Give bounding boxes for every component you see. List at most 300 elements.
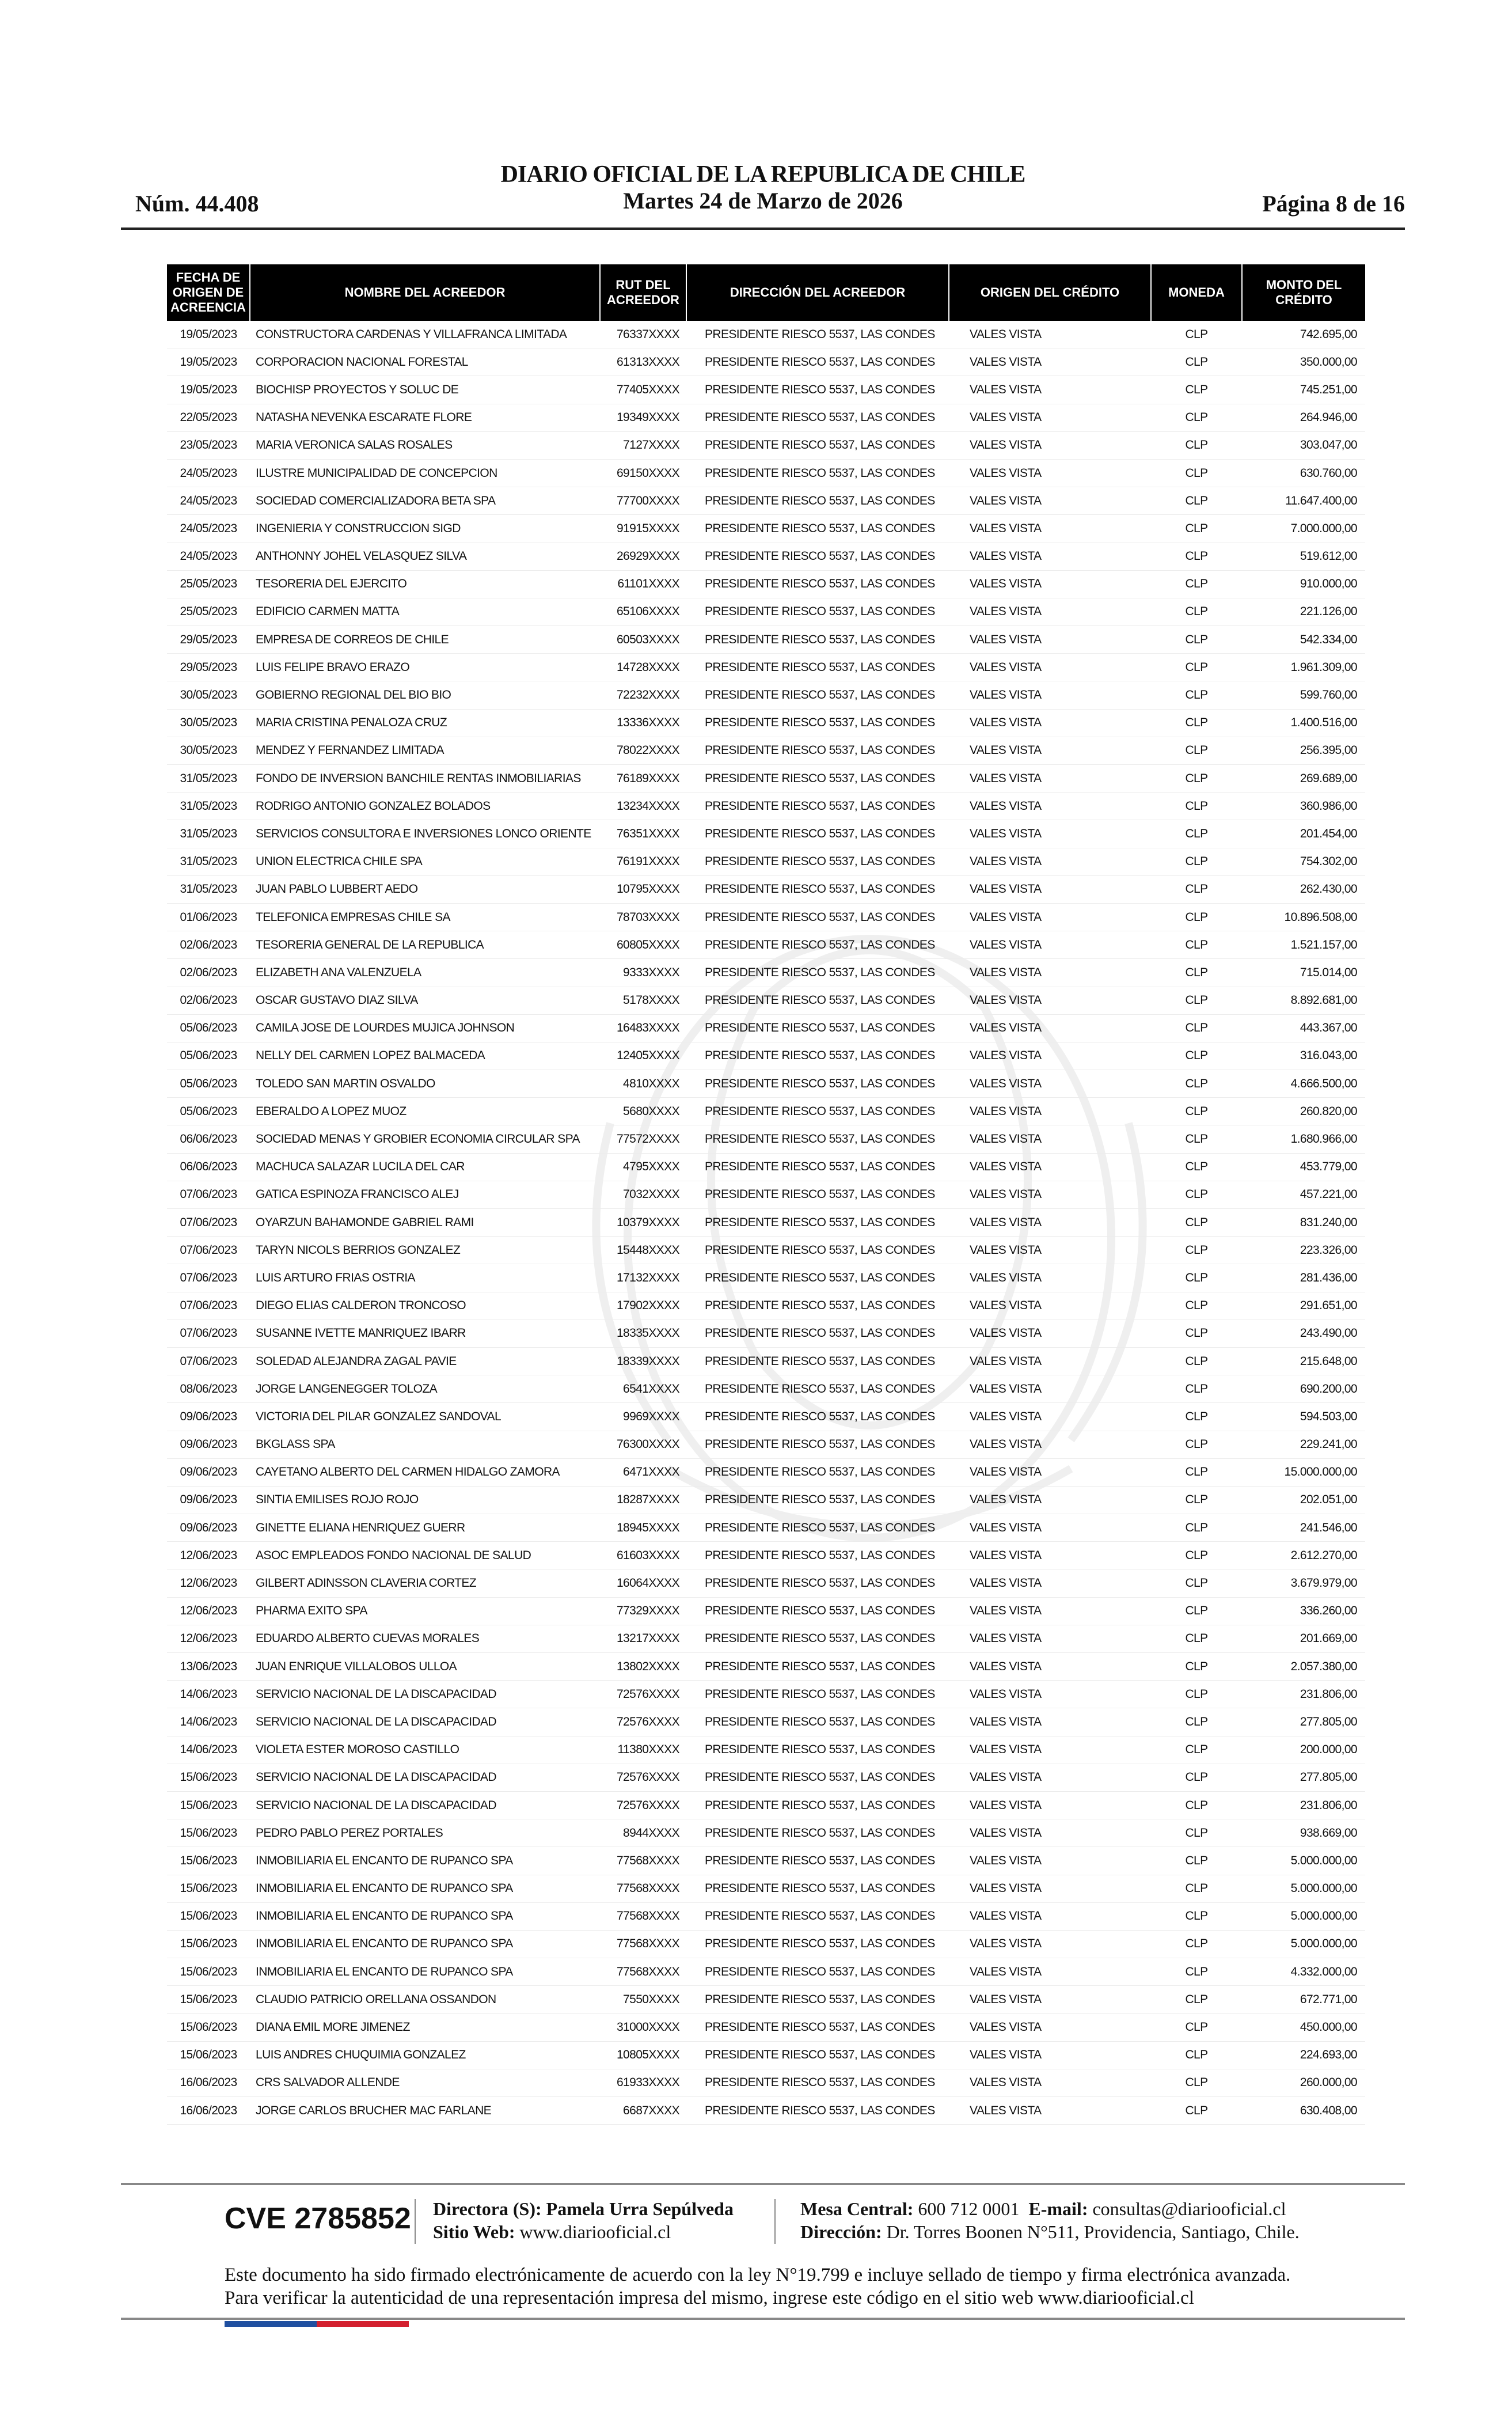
monto-cell: 350.000,00 <box>1242 348 1365 376</box>
nombre-cell: CAYETANO ALBERTO DEL CARMEN HIDALGO ZAMORA <box>250 1458 600 1486</box>
table-row <box>167 1181 1365 1208</box>
header-divider <box>121 228 1405 230</box>
monto-cell: 11.647.400,00 <box>1242 487 1365 515</box>
origen-cell: VALES VISTA <box>949 2014 1151 2041</box>
fecha-cell: 29/05/2023 <box>167 626 250 654</box>
rut-cell: 26929XXXX <box>600 543 686 570</box>
moneda-cell: CLP <box>1151 959 1242 987</box>
monto-cell: 5.000.000,00 <box>1242 1875 1365 1902</box>
direccion-cell: PRESIDENTE RIESCO 5537, LAS CONDES <box>686 487 949 515</box>
fecha-cell: 02/06/2023 <box>167 959 250 987</box>
table-row <box>167 1431 1365 1458</box>
fecha-cell: 07/06/2023 <box>167 1181 250 1208</box>
fecha-cell: 05/06/2023 <box>167 1098 250 1125</box>
monto-cell: 754.302,00 <box>1242 848 1365 875</box>
fecha-cell: 19/05/2023 <box>167 321 250 348</box>
nombre-cell: NELLY DEL CARMEN LOPEZ BALMACEDA <box>250 1042 600 1070</box>
nombre-cell: CONSTRUCTORA CARDENAS Y VILLAFRANCA LIMITADA <box>250 321 600 348</box>
footer-divider-top <box>121 2183 1405 2185</box>
table-row <box>167 570 1365 598</box>
table-row <box>167 654 1365 681</box>
direccion-cell: PRESIDENTE RIESCO 5537, LAS CONDES <box>686 848 949 875</box>
direccion-cell: PRESIDENTE RIESCO 5537, LAS CONDES <box>686 820 949 848</box>
fecha-cell: 12/06/2023 <box>167 1542 250 1569</box>
origen-cell: VALES VISTA <box>949 1653 1151 1681</box>
rut-cell: 76337XXXX <box>600 321 686 348</box>
table-row <box>167 598 1365 625</box>
nombre-cell: INMOBILIARIA EL ENCANTO DE RUPANCO SPA <box>250 1930 600 1958</box>
moneda-cell: CLP <box>1151 1431 1242 1458</box>
direccion-cell: PRESIDENTE RIESCO 5537, LAS CONDES <box>686 1070 949 1098</box>
rut-cell: 76189XXXX <box>600 765 686 793</box>
direccion-cell: PRESIDENTE RIESCO 5537, LAS CONDES <box>686 903 949 931</box>
moneda-cell: CLP <box>1151 1819 1242 1847</box>
direccion-cell: PRESIDENTE RIESCO 5537, LAS CONDES <box>686 1320 949 1347</box>
nombre-cell: INMOBILIARIA EL ENCANTO DE RUPANCO SPA <box>250 1847 600 1875</box>
table-row <box>167 737 1365 764</box>
fecha-cell: 24/05/2023 <box>167 543 250 570</box>
origen-cell: VALES VISTA <box>949 1237 1151 1264</box>
website-link[interactable]: www.diariooficial.cl <box>519 2221 671 2242</box>
monto-cell: 1.680.966,00 <box>1242 1125 1365 1153</box>
fecha-cell: 31/05/2023 <box>167 765 250 793</box>
direccion-cell: PRESIDENTE RIESCO 5537, LAS CONDES <box>686 654 949 681</box>
moneda-cell: CLP <box>1151 1153 1242 1181</box>
origen-cell: VALES VISTA <box>949 820 1151 848</box>
nombre-cell: SERVICIO NACIONAL DE LA DISCAPACIDAD <box>250 1708 600 1736</box>
moneda-cell: CLP <box>1151 1930 1242 1958</box>
fecha-cell: 12/06/2023 <box>167 1625 250 1652</box>
table-row <box>167 765 1365 793</box>
nombre-cell: TESORERIA DEL EJERCITO <box>250 570 600 598</box>
rut-cell: 77405XXXX <box>600 376 686 404</box>
direccion-cell: PRESIDENTE RIESCO 5537, LAS CONDES <box>686 1681 949 1708</box>
fecha-cell: 05/06/2023 <box>167 1070 250 1098</box>
moneda-cell: CLP <box>1151 1542 1242 1569</box>
monto-cell: 5.000.000,00 <box>1242 1902 1365 1930</box>
table-row <box>167 1764 1365 1791</box>
table-row <box>167 1514 1365 1542</box>
origen-cell: VALES VISTA <box>949 2069 1151 2096</box>
moneda-cell: CLP <box>1151 1181 1242 1208</box>
origen-cell: VALES VISTA <box>949 1681 1151 1708</box>
nombre-cell: MACHUCA SALAZAR LUCILA DEL CAR <box>250 1153 600 1181</box>
rut-cell: 72576XXXX <box>600 1708 686 1736</box>
table-row <box>167 1347 1365 1375</box>
nombre-cell: INMOBILIARIA EL ENCANTO DE RUPANCO SPA <box>250 1902 600 1930</box>
fecha-cell: 05/06/2023 <box>167 1042 250 1070</box>
rut-cell: 77568XXXX <box>600 1930 686 1958</box>
origen-cell: VALES VISTA <box>949 1486 1151 1514</box>
origen-cell: VALES VISTA <box>949 1819 1151 1847</box>
moneda-cell: CLP <box>1151 875 1242 903</box>
table-row <box>167 1930 1365 1958</box>
nombre-cell: ILUSTRE MUNICIPALIDAD DE CONCEPCION <box>250 459 600 487</box>
table-row <box>167 1986 1365 2014</box>
nombre-cell: OSCAR GUSTAVO DIAZ SILVA <box>250 987 600 1014</box>
table-row <box>167 321 1365 348</box>
moneda-cell: CLP <box>1151 793 1242 820</box>
table-row <box>167 1847 1365 1875</box>
nombre-cell: DIEGO ELIAS CALDERON TRONCOSO <box>250 1292 600 1320</box>
origen-cell: VALES VISTA <box>949 543 1151 570</box>
nombre-cell: JORGE LANGENEGGER TOLOZA <box>250 1375 600 1403</box>
table-row <box>167 1070 1365 1098</box>
origen-cell: VALES VISTA <box>949 1098 1151 1125</box>
fecha-cell: 09/06/2023 <box>167 1486 250 1514</box>
rut-cell: 15448XXXX <box>600 1237 686 1264</box>
rut-cell: 19349XXXX <box>600 404 686 431</box>
table-row <box>167 1458 1365 1486</box>
rut-cell: 76351XXXX <box>600 820 686 848</box>
direccion-cell: PRESIDENTE RIESCO 5537, LAS CONDES <box>686 1653 949 1681</box>
fecha-cell: 07/06/2023 <box>167 1209 250 1237</box>
table-row <box>167 1264 1365 1292</box>
moneda-cell: CLP <box>1151 570 1242 598</box>
monto-cell: 221.126,00 <box>1242 598 1365 625</box>
monto-cell: 229.241,00 <box>1242 1431 1365 1458</box>
table-row <box>167 875 1365 903</box>
nombre-cell: BIOCHISP PROYECTOS Y SOLUC DE <box>250 376 600 404</box>
nombre-cell: EBERALDO A LOPEZ MUOZ <box>250 1098 600 1125</box>
table-row <box>167 681 1365 709</box>
nombre-cell: CORPORACION NACIONAL FORESTAL <box>250 348 600 376</box>
table-row <box>167 1542 1365 1569</box>
monto-cell: 336.260,00 <box>1242 1597 1365 1625</box>
monto-cell: 256.395,00 <box>1242 737 1365 764</box>
monto-cell: 2.057.380,00 <box>1242 1653 1365 1681</box>
fecha-cell: 30/05/2023 <box>167 681 250 709</box>
fecha-cell: 06/06/2023 <box>167 1153 250 1181</box>
direccion-cell: PRESIDENTE RIESCO 5537, LAS CONDES <box>686 1264 949 1292</box>
direccion-cell: PRESIDENTE RIESCO 5537, LAS CONDES <box>686 570 949 598</box>
monto-cell: 202.051,00 <box>1242 1486 1365 1514</box>
nombre-cell: EMPRESA DE CORREOS DE CHILE <box>250 626 600 654</box>
nombre-cell: FONDO DE INVERSION BANCHILE RENTAS INMOBILIARIAS <box>250 765 600 793</box>
origen-cell: VALES VISTA <box>949 404 1151 431</box>
signature-note: Este documento ha sido firmado electrónicamente de acuerdo con la ley N°19.799 e incluye sellado de tiempo y firma electrónica avanzada. Para verificar la autenticidad de una representación impresa del mismo, ingrese este código en el sitio web www.diariooficial.cl <box>225 2265 1291 2308</box>
nombre-cell: GINETTE ELIANA HENRIQUEZ GUERR <box>250 1514 600 1542</box>
origen-cell: VALES VISTA <box>949 903 1151 931</box>
rut-cell: 77700XXXX <box>600 487 686 515</box>
creditors-table-container <box>167 264 1365 2125</box>
fecha-cell: 16/06/2023 <box>167 2097 250 2125</box>
moneda-cell: CLP <box>1151 1209 1242 1237</box>
table-row <box>167 709 1365 737</box>
origen-cell: VALES VISTA <box>949 987 1151 1014</box>
direccion-cell: PRESIDENTE RIESCO 5537, LAS CONDES <box>686 1791 949 1819</box>
direccion-cell: PRESIDENTE RIESCO 5537, LAS CONDES <box>686 2041 949 2069</box>
table-row <box>167 1209 1365 1237</box>
origen-cell: VALES VISTA <box>949 348 1151 376</box>
origen-cell: VALES VISTA <box>949 1625 1151 1652</box>
email-link[interactable]: consultas@diariooficial.cl <box>1092 2198 1286 2219</box>
monto-cell: 443.367,00 <box>1242 1014 1365 1042</box>
monto-cell: 201.669,00 <box>1242 1625 1365 1652</box>
moneda-cell: CLP <box>1151 1653 1242 1681</box>
fecha-cell: 15/06/2023 <box>167 2014 250 2041</box>
monto-cell: 450.000,00 <box>1242 2014 1365 2041</box>
rut-cell: 72576XXXX <box>600 1764 686 1791</box>
nombre-cell: SINTIA EMILISES ROJO ROJO <box>250 1486 600 1514</box>
rut-cell: 60805XXXX <box>600 931 686 959</box>
monto-cell: 1.961.309,00 <box>1242 654 1365 681</box>
rut-cell: 91915XXXX <box>600 515 686 543</box>
fecha-cell: 15/06/2023 <box>167 1902 250 1930</box>
header-moneda: MONEDA <box>1151 264 1242 321</box>
moneda-cell: CLP <box>1151 321 1242 348</box>
origen-cell: VALES VISTA <box>949 1209 1151 1237</box>
origen-cell: VALES VISTA <box>949 1902 1151 1930</box>
monto-cell: 7.000.000,00 <box>1242 515 1365 543</box>
origen-cell: VALES VISTA <box>949 1153 1151 1181</box>
moneda-cell: CLP <box>1151 1403 1242 1431</box>
direccion-cell: PRESIDENTE RIESCO 5537, LAS CONDES <box>686 959 949 987</box>
origen-cell: VALES VISTA <box>949 931 1151 959</box>
fecha-cell: 15/06/2023 <box>167 2041 250 2069</box>
nombre-cell: EDIFICIO CARMEN MATTA <box>250 598 600 625</box>
origen-cell: VALES VISTA <box>949 1070 1151 1098</box>
fecha-cell: 07/06/2023 <box>167 1264 250 1292</box>
rut-cell: 17902XXXX <box>600 1292 686 1320</box>
monto-cell: 630.408,00 <box>1242 2097 1365 2125</box>
fecha-cell: 14/06/2023 <box>167 1681 250 1708</box>
rut-cell: 7032XXXX <box>600 1181 686 1208</box>
origen-cell: VALES VISTA <box>949 681 1151 709</box>
table-row <box>167 1625 1365 1652</box>
origen-cell: VALES VISTA <box>949 1986 1151 2014</box>
origen-cell: VALES VISTA <box>949 321 1151 348</box>
direccion-cell: PRESIDENTE RIESCO 5537, LAS CONDES <box>686 1042 949 1070</box>
rut-cell: 72232XXXX <box>600 681 686 709</box>
direccion-cell: PRESIDENTE RIESCO 5537, LAS CONDES <box>686 1014 949 1042</box>
moneda-cell: CLP <box>1151 404 1242 431</box>
moneda-cell: CLP <box>1151 1347 1242 1375</box>
moneda-cell: CLP <box>1151 376 1242 404</box>
moneda-cell: CLP <box>1151 1486 1242 1514</box>
origen-cell: VALES VISTA <box>949 1791 1151 1819</box>
origen-cell: VALES VISTA <box>949 1042 1151 1070</box>
origen-cell: VALES VISTA <box>949 1292 1151 1320</box>
monto-cell: 200.000,00 <box>1242 1736 1365 1764</box>
rut-cell: 31000XXXX <box>600 2014 686 2041</box>
moneda-cell: CLP <box>1151 1125 1242 1153</box>
monto-cell: 745.251,00 <box>1242 376 1365 404</box>
moneda-cell: CLP <box>1151 1791 1242 1819</box>
direccion-cell: PRESIDENTE RIESCO 5537, LAS CONDES <box>686 376 949 404</box>
moneda-cell: CLP <box>1151 543 1242 570</box>
moneda-cell: CLP <box>1151 1625 1242 1652</box>
nombre-cell: SOLEDAD ALEJANDRA ZAGAL PAVIE <box>250 1347 600 1375</box>
rut-cell: 18945XXXX <box>600 1514 686 1542</box>
origen-cell: VALES VISTA <box>949 737 1151 764</box>
nombre-cell: PEDRO PABLO PEREZ PORTALES <box>250 1819 600 1847</box>
monto-cell: 15.000.000,00 <box>1242 1458 1365 1486</box>
direccion-cell: PRESIDENTE RIESCO 5537, LAS CONDES <box>686 1569 949 1597</box>
table-row <box>167 1819 1365 1847</box>
nombre-cell: SERVICIO NACIONAL DE LA DISCAPACIDAD <box>250 1764 600 1791</box>
fecha-cell: 23/05/2023 <box>167 431 250 459</box>
fecha-cell: 22/05/2023 <box>167 404 250 431</box>
fecha-cell: 13/06/2023 <box>167 1653 250 1681</box>
fecha-cell: 09/06/2023 <box>167 1431 250 1458</box>
nombre-cell: ASOC EMPLEADOS FONDO NACIONAL DE SALUD <box>250 1542 600 1569</box>
monto-cell: 5.000.000,00 <box>1242 1847 1365 1875</box>
fecha-cell: 09/06/2023 <box>167 1458 250 1486</box>
monto-cell: 542.334,00 <box>1242 626 1365 654</box>
moneda-cell: CLP <box>1151 431 1242 459</box>
nombre-cell: SERVICIO NACIONAL DE LA DISCAPACIDAD <box>250 1681 600 1708</box>
moneda-cell: CLP <box>1151 2097 1242 2125</box>
direccion-cell: PRESIDENTE RIESCO 5537, LAS CONDES <box>686 2014 949 2041</box>
direccion-cell: PRESIDENTE RIESCO 5537, LAS CONDES <box>686 1542 949 1569</box>
direccion-cell: PRESIDENTE RIESCO 5537, LAS CONDES <box>686 1930 949 1958</box>
table-row <box>167 1375 1365 1403</box>
fecha-cell: 07/06/2023 <box>167 1320 250 1347</box>
direccion-cell: PRESIDENTE RIESCO 5537, LAS CONDES <box>686 1986 949 2014</box>
origen-cell: VALES VISTA <box>949 1403 1151 1431</box>
nombre-cell: PHARMA EXITO SPA <box>250 1597 600 1625</box>
direccion-cell: PRESIDENTE RIESCO 5537, LAS CONDES <box>686 1875 949 1902</box>
rut-cell: 10805XXXX <box>600 2041 686 2069</box>
rut-cell: 77572XXXX <box>600 1125 686 1153</box>
direccion-cell: PRESIDENTE RIESCO 5537, LAS CONDES <box>686 2097 949 2125</box>
fecha-cell: 24/05/2023 <box>167 459 250 487</box>
monto-cell: 231.806,00 <box>1242 1681 1365 1708</box>
table-row <box>167 1403 1365 1431</box>
moneda-cell: CLP <box>1151 2014 1242 2041</box>
rut-cell: 77329XXXX <box>600 1597 686 1625</box>
moneda-cell: CLP <box>1151 1042 1242 1070</box>
origen-cell: VALES VISTA <box>949 1458 1151 1486</box>
moneda-cell: CLP <box>1151 1569 1242 1597</box>
footer-director-block <box>433 2197 734 2243</box>
direccion-cell: PRESIDENTE RIESCO 5537, LAS CONDES <box>686 1403 949 1431</box>
rut-cell: 4795XXXX <box>600 1153 686 1181</box>
moneda-cell: CLP <box>1151 1597 1242 1625</box>
moneda-cell: CLP <box>1151 1320 1242 1347</box>
direccion-cell: PRESIDENTE RIESCO 5537, LAS CONDES <box>686 1181 949 1208</box>
table-row <box>167 1569 1365 1597</box>
moneda-cell: CLP <box>1151 1264 1242 1292</box>
nombre-cell: SOCIEDAD MENAS Y GROBIER ECONOMIA CIRCULAR SPA <box>250 1125 600 1153</box>
fecha-cell: 15/06/2023 <box>167 1875 250 1902</box>
flag-blue-stripe <box>225 2321 317 2327</box>
address-value: Dr. Torres Boonen N°511, Providencia, Santiago, Chile. <box>886 2221 1300 2242</box>
table-row <box>167 848 1365 875</box>
nombre-cell: GATICA ESPINOZA FRANCISCO ALEJ <box>250 1181 600 1208</box>
nombre-cell: SUSANNE IVETTE MANRIQUEZ IBARR <box>250 1320 600 1347</box>
table-row <box>167 376 1365 404</box>
monto-cell: 281.436,00 <box>1242 1264 1365 1292</box>
nombre-cell: CRS SALVADOR ALLENDE <box>250 2069 600 2096</box>
monto-cell: 201.454,00 <box>1242 820 1365 848</box>
rut-cell: 78703XXXX <box>600 903 686 931</box>
rut-cell: 7127XXXX <box>600 431 686 459</box>
moneda-cell: CLP <box>1151 626 1242 654</box>
origen-cell: VALES VISTA <box>949 459 1151 487</box>
monto-cell: 742.695,00 <box>1242 321 1365 348</box>
origen-cell: VALES VISTA <box>949 570 1151 598</box>
publication-title: DIARIO OFICIAL DE LA REPUBLICA DE CHILE <box>500 161 1025 188</box>
nombre-cell: JUAN ENRIQUE VILLALOBOS ULLOA <box>250 1653 600 1681</box>
issue-number: Núm. 44.408 <box>135 191 259 217</box>
nombre-cell: MENDEZ Y FERNANDEZ LIMITADA <box>250 737 600 764</box>
moneda-cell: CLP <box>1151 681 1242 709</box>
rut-cell: 65106XXXX <box>600 598 686 625</box>
moneda-cell: CLP <box>1151 2069 1242 2096</box>
fecha-cell: 31/05/2023 <box>167 820 250 848</box>
fecha-cell: 02/06/2023 <box>167 987 250 1014</box>
rut-cell: 10379XXXX <box>600 1209 686 1237</box>
table-row <box>167 1708 1365 1736</box>
moneda-cell: CLP <box>1151 1986 1242 2014</box>
direccion-cell: PRESIDENTE RIESCO 5537, LAS CONDES <box>686 1458 949 1486</box>
moneda-cell: CLP <box>1151 1098 1242 1125</box>
moneda-cell: CLP <box>1151 1070 1242 1098</box>
moneda-cell: CLP <box>1151 1237 1242 1264</box>
table-row <box>167 2097 1365 2125</box>
table-row <box>167 1597 1365 1625</box>
nombre-cell: JUAN PABLO LUBBERT AEDO <box>250 875 600 903</box>
monto-cell: 262.430,00 <box>1242 875 1365 903</box>
fecha-cell: 25/05/2023 <box>167 598 250 625</box>
table-row <box>167 1125 1365 1153</box>
rut-cell: 16064XXXX <box>600 1569 686 1597</box>
origen-cell: VALES VISTA <box>949 1431 1151 1458</box>
nombre-cell: OYARZUN BAHAMONDE GABRIEL RAMI <box>250 1209 600 1237</box>
header-nombre: NOMBRE DEL ACREEDOR <box>250 264 600 321</box>
fecha-cell: 25/05/2023 <box>167 570 250 598</box>
nombre-cell: VICTORIA DEL PILAR GONZALEZ SANDOVAL <box>250 1403 600 1431</box>
fecha-cell: 19/05/2023 <box>167 376 250 404</box>
rut-cell: 76300XXXX <box>600 1431 686 1458</box>
header-fecha: FECHA DE ORIGEN DE ACREENCIA <box>167 264 250 321</box>
rut-cell: 9969XXXX <box>600 1403 686 1431</box>
origen-cell: VALES VISTA <box>949 626 1151 654</box>
fecha-cell: 02/06/2023 <box>167 931 250 959</box>
nombre-cell: GILBERT ADINSSON CLAVERIA CORTEZ <box>250 1569 600 1597</box>
direccion-cell: PRESIDENTE RIESCO 5537, LAS CONDES <box>686 1209 949 1237</box>
monto-cell: 241.546,00 <box>1242 1514 1365 1542</box>
direccion-cell: PRESIDENTE RIESCO 5537, LAS CONDES <box>686 1153 949 1181</box>
moneda-cell: CLP <box>1151 348 1242 376</box>
header-monto: MONTO DEL CRÉDITO <box>1242 264 1365 321</box>
header-rut: RUT DEL ACREEDOR <box>600 264 686 321</box>
rut-cell: 7550XXXX <box>600 1986 686 2014</box>
moneda-cell: CLP <box>1151 1875 1242 1902</box>
moneda-cell: CLP <box>1151 709 1242 737</box>
monto-cell: 10.896.508,00 <box>1242 903 1365 931</box>
rut-cell: 13217XXXX <box>600 1625 686 1652</box>
nombre-cell: SERVICIOS CONSULTORA E INVERSIONES LONCO ORIENTE <box>250 820 600 848</box>
fecha-cell: 15/06/2023 <box>167 1958 250 1986</box>
moneda-cell: CLP <box>1151 654 1242 681</box>
nombre-cell: TESORERIA GENERAL DE LA REPUBLICA <box>250 931 600 959</box>
nombre-cell: CAMILA JOSE DE LOURDES MUJICA JOHNSON <box>250 1014 600 1042</box>
rut-cell: 5680XXXX <box>600 1098 686 1125</box>
direccion-cell: PRESIDENTE RIESCO 5537, LAS CONDES <box>686 1098 949 1125</box>
moneda-cell: CLP <box>1151 1681 1242 1708</box>
direccion-cell: PRESIDENTE RIESCO 5537, LAS CONDES <box>686 1958 949 1986</box>
direccion-cell: PRESIDENTE RIESCO 5537, LAS CONDES <box>686 515 949 543</box>
direccion-cell: PRESIDENTE RIESCO 5537, LAS CONDES <box>686 765 949 793</box>
monto-cell: 5.000.000,00 <box>1242 1930 1365 1958</box>
direccion-cell: PRESIDENTE RIESCO 5537, LAS CONDES <box>686 1597 949 1625</box>
monto-cell: 457.221,00 <box>1242 1181 1365 1208</box>
cve-code: CVE 2785852 <box>225 2202 411 2235</box>
rut-cell: 13234XXXX <box>600 793 686 820</box>
